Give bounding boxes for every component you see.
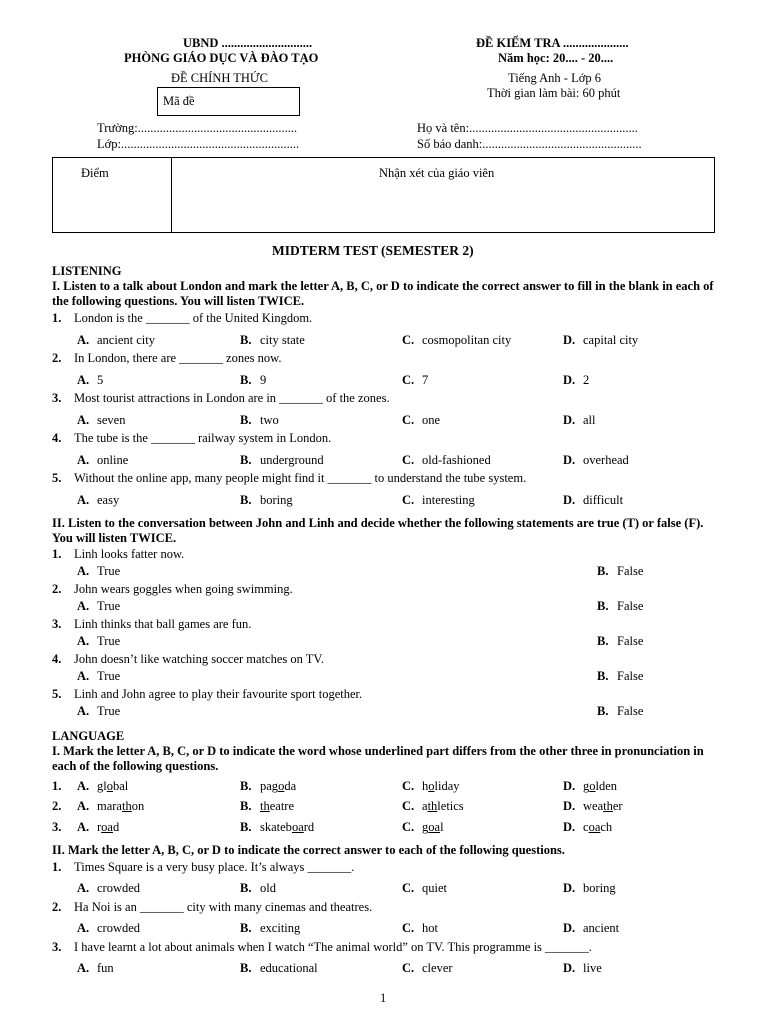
option-letter: A. bbox=[77, 704, 90, 718]
option-letter: A. bbox=[77, 881, 90, 895]
time-allowed: Thời gian làm bài: 60 phút bbox=[487, 86, 621, 100]
option-text: True bbox=[97, 704, 121, 718]
tf-question-text: John doesn’t like watching soccer matches on TV. bbox=[74, 652, 324, 666]
name-field[interactable]: Họ và tên:...................................................... bbox=[417, 121, 638, 135]
official-label: ĐỀ CHÍNH THỨC bbox=[171, 71, 268, 85]
class-field[interactable]: Lớp:......................................................... bbox=[97, 137, 300, 151]
listening-question-1 bbox=[52, 311, 312, 326]
option-letter: C. bbox=[402, 333, 415, 347]
option-text: difficult bbox=[583, 493, 624, 507]
option-letter: C. bbox=[402, 373, 415, 387]
listening-question-2 bbox=[52, 351, 281, 366]
tf-question-number: 3. bbox=[52, 617, 62, 631]
listening-question-text: London is the _______ of the United Kingdom. bbox=[74, 311, 313, 325]
option-letter: A. bbox=[77, 669, 90, 683]
pron-2-option-c[interactable]: C. athletics bbox=[402, 799, 464, 813]
tf-4-option-true[interactable] bbox=[77, 669, 120, 684]
listening-question-number: 4. bbox=[52, 431, 62, 445]
listening-3-option-a[interactable] bbox=[77, 413, 125, 428]
tf-question-4 bbox=[52, 652, 324, 667]
option-letter: A. bbox=[77, 413, 90, 427]
grammar-question-number: 2. bbox=[52, 900, 62, 914]
option-text: crowded bbox=[97, 921, 141, 935]
listening-3-option-d[interactable] bbox=[563, 413, 596, 428]
listening-2-option-c[interactable] bbox=[402, 373, 428, 388]
school-field[interactable]: Trường:................................................... bbox=[97, 121, 298, 135]
grammar-3-option-d[interactable] bbox=[563, 961, 602, 976]
pron-2-option-d[interactable]: D. weather bbox=[563, 799, 623, 813]
option-letter: C. bbox=[402, 881, 415, 895]
exam-code-label: Mã đề bbox=[163, 94, 195, 108]
listening-3-option-c[interactable] bbox=[402, 413, 440, 428]
option-text: True bbox=[97, 599, 121, 613]
grammar-question-2 bbox=[52, 900, 372, 915]
tf-question-text: Linh looks fatter now. bbox=[74, 547, 185, 561]
option-text: hot bbox=[422, 921, 438, 935]
option-text: fun bbox=[97, 961, 114, 975]
option-letter: C. bbox=[402, 921, 415, 935]
subject-grade: Tiếng Anh - Lớp 6 bbox=[508, 71, 601, 85]
ubnd-line: UBND ............................. bbox=[183, 36, 313, 50]
tf-question-3 bbox=[52, 617, 251, 632]
listening-question-4 bbox=[52, 431, 331, 446]
tf-5-option-false[interactable] bbox=[597, 704, 643, 719]
option-text: old-fashioned bbox=[422, 453, 491, 467]
grammar-2-option-d[interactable] bbox=[563, 921, 619, 936]
option-text: overhead bbox=[583, 453, 629, 467]
option-letter: B. bbox=[240, 493, 252, 507]
option-text: cosmopolitan city bbox=[422, 333, 512, 347]
option-letter: D. bbox=[563, 453, 576, 467]
test-title: MIDTERM TEST (SEMESTER 2) bbox=[272, 243, 474, 258]
option-text: False bbox=[617, 669, 644, 683]
option-text: 7 bbox=[422, 373, 429, 387]
pron-3-option-c[interactable]: C. goal bbox=[402, 820, 444, 834]
pron-question-1: 1. bbox=[52, 779, 62, 793]
tf-question-text: Linh thinks that ball games are fun. bbox=[74, 617, 252, 631]
listening-question-text: The tube is the _______ railway system in London. bbox=[74, 431, 332, 445]
pron-1-option-a[interactable]: A. global bbox=[77, 779, 129, 793]
tf-1-option-true[interactable] bbox=[77, 564, 120, 579]
option-letter: D. bbox=[563, 961, 576, 975]
option-letter: C. bbox=[402, 453, 415, 467]
listening-2-option-a[interactable] bbox=[77, 373, 103, 388]
listening-2-option-b[interactable] bbox=[240, 373, 266, 388]
tf-question-text: John wears goggles when going swimming. bbox=[74, 582, 293, 596]
pron-3-option-d[interactable]: D. coach bbox=[563, 820, 613, 834]
listening-heading: LISTENING bbox=[52, 264, 122, 278]
option-text: two bbox=[260, 413, 279, 427]
option-text: False bbox=[617, 634, 644, 648]
tf-question-1 bbox=[52, 547, 184, 562]
option-text: True bbox=[97, 564, 121, 578]
pron-1-option-b[interactable]: B. pagoda bbox=[240, 779, 297, 793]
option-letter: D. bbox=[563, 921, 576, 935]
tf-2-option-true[interactable] bbox=[77, 599, 120, 614]
listening-question-5 bbox=[52, 471, 526, 486]
option-text: interesting bbox=[422, 493, 475, 507]
listening-question-number: 5. bbox=[52, 471, 62, 485]
listening-1-option-b[interactable] bbox=[240, 333, 305, 348]
pron-question-2: 2. bbox=[52, 799, 62, 813]
option-letter: B. bbox=[597, 564, 609, 578]
tf-3-option-false[interactable] bbox=[597, 634, 643, 649]
option-letter: B. bbox=[240, 921, 252, 935]
pron-question-3: 3. bbox=[52, 820, 62, 834]
listening-5-option-a[interactable] bbox=[77, 493, 119, 508]
option-letter: B. bbox=[240, 961, 252, 975]
pron-3-option-b[interactable]: B. skateboard bbox=[240, 820, 315, 834]
grammar-question-number: 3. bbox=[52, 940, 62, 954]
listening-4-option-a[interactable] bbox=[77, 453, 128, 468]
department-name: PHÒNG GIÁO DỤC VÀ ĐÀO TẠO bbox=[124, 51, 319, 65]
option-text: old bbox=[260, 881, 276, 895]
option-letter: B. bbox=[240, 413, 252, 427]
option-letter: A. bbox=[77, 333, 90, 347]
listening-4-option-c[interactable] bbox=[402, 453, 491, 468]
option-text: clever bbox=[422, 961, 453, 975]
school-year: Năm học: 20.... - 20.... bbox=[498, 51, 614, 65]
option-letter: C. bbox=[402, 961, 415, 975]
option-text: False bbox=[617, 564, 644, 578]
tf-1-option-false[interactable] bbox=[597, 564, 643, 579]
page-number: 1 bbox=[380, 991, 387, 1005]
option-letter: A. bbox=[77, 634, 90, 648]
grammar-1-option-c[interactable] bbox=[402, 881, 447, 896]
grammar-question-number: 1. bbox=[52, 860, 62, 874]
grammar-3-option-c[interactable] bbox=[402, 961, 453, 976]
language-part1-instructions: I. Mark the letter A, B, C, or D to indicate the word whose underlined part differs from the other three in pronunciation in each of the following questions. bbox=[52, 744, 704, 773]
tf-question-number: 2. bbox=[52, 582, 62, 596]
option-letter: B. bbox=[240, 881, 252, 895]
tf-question-number: 5. bbox=[52, 687, 62, 701]
option-text: ancient bbox=[583, 921, 620, 935]
option-letter: A. bbox=[77, 453, 90, 467]
grammar-question-1 bbox=[52, 860, 354, 875]
score-label: Điểm bbox=[81, 166, 109, 180]
listening-1-option-d[interactable] bbox=[563, 333, 638, 348]
score-table bbox=[52, 157, 715, 233]
tf-4-option-false[interactable] bbox=[597, 669, 643, 684]
listening-1-option-a[interactable] bbox=[77, 333, 155, 348]
grammar-2-option-a[interactable] bbox=[77, 921, 140, 936]
option-text: seven bbox=[97, 413, 126, 427]
tf-5-option-true[interactable] bbox=[77, 704, 120, 719]
option-letter: C. bbox=[402, 493, 415, 507]
listening-3-option-b[interactable] bbox=[240, 413, 279, 428]
option-letter: B. bbox=[597, 704, 609, 718]
listening-4-option-d[interactable] bbox=[563, 453, 629, 468]
listening-5-option-d[interactable] bbox=[563, 493, 623, 508]
option-text: all bbox=[583, 413, 596, 427]
option-letter: B. bbox=[240, 333, 252, 347]
option-text: True bbox=[97, 634, 121, 648]
option-text: exciting bbox=[260, 921, 301, 935]
option-text: 9 bbox=[260, 373, 267, 387]
listening-part1-instructions: I. Listen to a talk about London and mark the letter A, B, C, or D to indicate the correct answer to fill in the blank in each of the following questions. You will listen TWICE. bbox=[52, 279, 714, 308]
option-letter: D. bbox=[563, 881, 576, 895]
option-text: quiet bbox=[422, 881, 447, 895]
option-text: boring bbox=[583, 881, 616, 895]
option-text: 5 bbox=[97, 373, 104, 387]
option-letter: B. bbox=[240, 453, 252, 467]
option-text: online bbox=[97, 453, 129, 467]
pron-1-option-d[interactable]: D. golden bbox=[563, 779, 618, 793]
pron-1-option-c[interactable]: C. holiday bbox=[402, 779, 460, 793]
option-letter: A. bbox=[77, 921, 90, 935]
option-text: 2 bbox=[583, 373, 590, 387]
option-text: underground bbox=[260, 453, 324, 467]
option-text: crowded bbox=[97, 881, 141, 895]
option-text: False bbox=[617, 599, 644, 613]
teacher-comment-label: Nhận xét của giáo viên bbox=[379, 166, 495, 180]
pron-3-option-a[interactable]: A. road bbox=[77, 820, 120, 834]
tf-question-number: 1. bbox=[52, 547, 62, 561]
tf-question-2 bbox=[52, 582, 293, 597]
listening-question-text: Without the online app, many people might find it _______ to understand the tube system. bbox=[74, 471, 527, 485]
option-text: live bbox=[583, 961, 602, 975]
grammar-2-option-c[interactable] bbox=[402, 921, 438, 936]
option-letter: D. bbox=[563, 373, 576, 387]
option-letter: A. bbox=[77, 373, 90, 387]
pron-2-option-b[interactable]: B. theatre bbox=[240, 799, 295, 813]
listening-question-number: 3. bbox=[52, 391, 62, 405]
option-letter: D. bbox=[563, 493, 576, 507]
grammar-question-text: I have learnt a lot about animals when I watch “The animal world” on TV. This programme is _______. bbox=[74, 940, 592, 954]
option-letter: B. bbox=[597, 634, 609, 648]
option-letter: B. bbox=[597, 599, 609, 613]
option-letter: A. bbox=[77, 599, 90, 613]
exam-title-line: ĐỀ KIỂM TRA ..................... bbox=[476, 36, 629, 50]
grammar-1-option-d[interactable] bbox=[563, 881, 616, 896]
listening-question-3 bbox=[52, 391, 390, 406]
option-text: boring bbox=[260, 493, 293, 507]
listening-question-number: 1. bbox=[52, 311, 62, 325]
grammar-question-text: Ha Noi is an _______ city with many cinemas and theatres. bbox=[74, 900, 373, 914]
grammar-1-option-b[interactable] bbox=[240, 881, 276, 896]
grammar-question-text: Times Square is a very busy place. It’s always _______. bbox=[74, 860, 355, 874]
language-heading: LANGUAGE bbox=[52, 729, 125, 743]
tf-question-number: 4. bbox=[52, 652, 62, 666]
grammar-3-option-b[interactable] bbox=[240, 961, 318, 976]
tf-question-text: Linh and John agree to play their favourite sport together. bbox=[74, 687, 363, 701]
option-letter: D. bbox=[563, 413, 576, 427]
listening-2-option-d[interactable] bbox=[563, 373, 589, 388]
option-letter: D. bbox=[563, 333, 576, 347]
tf-2-option-false[interactable] bbox=[597, 599, 643, 614]
option-text: capital city bbox=[583, 333, 639, 347]
option-letter: B. bbox=[240, 373, 252, 387]
listening-question-text: Most tourist attractions in London are in _______ of the zones. bbox=[74, 391, 390, 405]
option-letter: A. bbox=[77, 961, 90, 975]
option-text: ancient city bbox=[97, 333, 155, 347]
option-letter: A. bbox=[77, 493, 90, 507]
listening-question-number: 2. bbox=[52, 351, 62, 365]
grammar-1-option-a[interactable] bbox=[77, 881, 140, 896]
option-text: city state bbox=[260, 333, 305, 347]
option-text: False bbox=[617, 704, 644, 718]
option-letter: A. bbox=[77, 564, 90, 578]
listening-5-option-b[interactable] bbox=[240, 493, 293, 508]
listening-part2-instructions: II. Listen to the conversation between John and Linh and decide whether the following statements are true (T) or false (F). You will listen TWICE. bbox=[52, 516, 704, 545]
grammar-3-option-a[interactable] bbox=[77, 961, 114, 976]
option-text: one bbox=[422, 413, 441, 427]
option-letter: B. bbox=[597, 669, 609, 683]
listening-4-option-b[interactable] bbox=[240, 453, 324, 468]
option-text: educational bbox=[260, 961, 318, 975]
grammar-2-option-b[interactable] bbox=[240, 921, 300, 936]
option-text: easy bbox=[97, 493, 120, 507]
grammar-question-3 bbox=[52, 940, 592, 955]
tf-3-option-true[interactable] bbox=[77, 634, 120, 649]
listening-1-option-c[interactable] bbox=[402, 333, 511, 348]
pron-2-option-a[interactable]: A. marathon bbox=[77, 799, 145, 813]
option-letter: C. bbox=[402, 413, 415, 427]
listening-5-option-c[interactable] bbox=[402, 493, 475, 508]
language-part2-instructions: II. Mark the letter A, B, C, or D to indicate the correct answer to each of the following questions. bbox=[52, 843, 565, 857]
tf-question-5 bbox=[52, 687, 362, 702]
option-text: True bbox=[97, 669, 121, 683]
candidate-number-field[interactable]: Số báo danh:................................................... bbox=[417, 137, 642, 151]
listening-question-text: In London, there are _______ zones now. bbox=[74, 351, 282, 365]
exam-code-box[interactable] bbox=[157, 87, 300, 116]
